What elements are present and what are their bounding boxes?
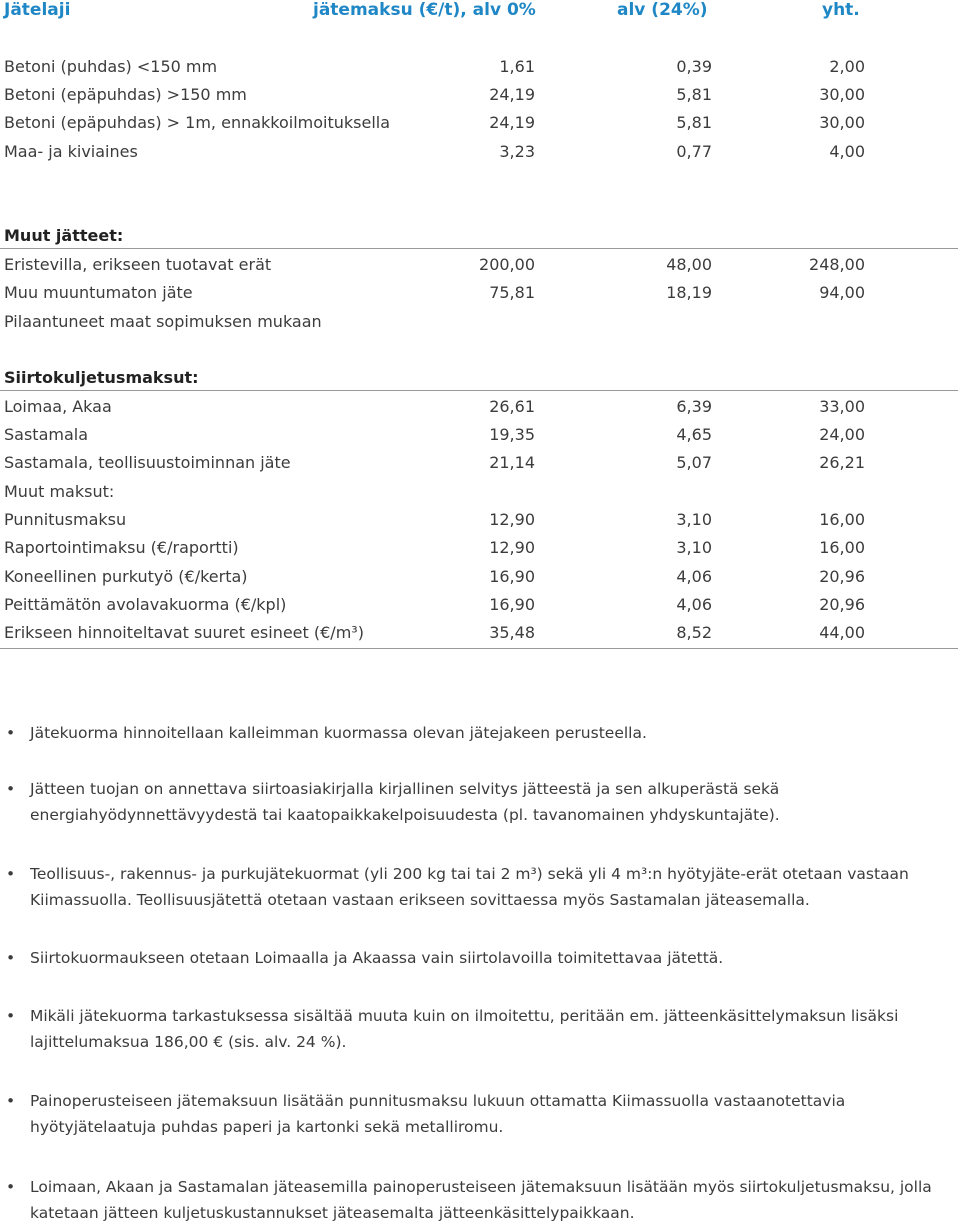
table-header <box>0 0 960 22</box>
table-row <box>0 397 960 419</box>
row-net: 16,90 <box>489 567 535 586</box>
row-vat: 48,00 <box>666 255 712 274</box>
row-name: Betoni (epäpuhdas) > 1m, ennakkoilmoituksella <box>4 113 391 132</box>
table-row <box>0 623 960 645</box>
row-name: Betoni (epäpuhdas) >150 mm <box>4 85 247 104</box>
table-row <box>0 85 960 107</box>
table-row <box>0 595 960 617</box>
row-total: 2,00 <box>829 57 865 76</box>
section-title-transfer-fees: Siirtokuljetusmaksut: <box>4 368 199 387</box>
bullet-icon: • <box>6 1092 16 1110</box>
table-row <box>0 57 960 79</box>
row-name: Koneellinen purkutyö (€/kerta) <box>4 567 248 586</box>
row-net: 75,81 <box>489 283 535 302</box>
row-vat: 5,81 <box>676 85 712 104</box>
row-vat: 3,10 <box>676 510 712 529</box>
table-row <box>0 482 960 504</box>
note-text: Siirtokuormaukseen otetaan Loimaalla ja Akaassa vain siirtolavoilla toimitettavaa jätettä. <box>30 949 724 967</box>
row-net: 21,14 <box>489 453 535 472</box>
note-text: Jätekuorma hinnoitellaan kalleimman kuormassa olevan jätejakeen perusteella. <box>30 724 647 742</box>
row-name: Erikseen hinnoiteltavat suuret esineet (€/m³) <box>4 623 364 642</box>
bullet-icon: • <box>6 780 16 798</box>
table-row <box>0 113 960 135</box>
row-total: 26,21 <box>819 453 865 472</box>
row-vat: 18,19 <box>666 283 712 302</box>
table-row <box>0 283 960 305</box>
note-text: Jätteen tuojan on annettava siirtoasiakirjalla kirjallinen selvitys jätteestä ja sen alkuperästä sekä energiahyödynnettävyydestä tai kaatopaikkakelpoisuudesta (pl. tavanomainen yhdyskuntajäte). <box>30 780 780 824</box>
header-net-fee: jätemaksu (€/t), alv 0% <box>313 0 536 20</box>
row-total: 20,96 <box>819 595 865 614</box>
row-name: Loimaa, Akaa <box>4 397 112 416</box>
row-total: 16,00 <box>819 510 865 529</box>
bullet-icon: • <box>6 865 16 883</box>
row-total: 44,00 <box>819 623 865 642</box>
bullet-icon: • <box>6 949 16 967</box>
row-total: 24,00 <box>819 425 865 444</box>
row-net: 24,19 <box>489 113 535 132</box>
row-name: Muut maksut: <box>4 482 115 501</box>
section-divider <box>0 390 958 391</box>
row-vat: 8,52 <box>676 623 712 642</box>
row-net: 1,61 <box>499 57 535 76</box>
row-net: 26,61 <box>489 397 535 416</box>
row-net: 35,48 <box>489 623 535 642</box>
section-divider <box>0 248 958 249</box>
row-total: 248,00 <box>809 255 865 274</box>
row-name: Sastamala <box>4 425 89 444</box>
bullet-icon: • <box>6 724 16 742</box>
header-vat: alv (24%) <box>617 0 708 20</box>
section-title-other-waste: Muut jätteet: <box>4 226 124 245</box>
row-name: Maa- ja kiviaines <box>4 142 138 161</box>
table-row <box>0 453 960 475</box>
row-total: 4,00 <box>829 142 865 161</box>
row-net: 3,23 <box>499 142 535 161</box>
row-name: Peittämätön avolavakuorma (€/kpl) <box>4 595 287 614</box>
row-net: 24,19 <box>489 85 535 104</box>
row-total: 94,00 <box>819 283 865 302</box>
row-vat: 6,39 <box>676 397 712 416</box>
table-bottom-divider <box>0 648 958 649</box>
note-text: Mikäli jätekuorma tarkastuksessa sisältää muuta kuin on ilmoitettu, peritään em. jätteenkäsittelymaksun lisäksi lajittelumaksua 186,00 € (sis. alv. 24 %). <box>30 1007 899 1051</box>
table-row <box>0 312 960 334</box>
header-total: yht. <box>822 0 860 20</box>
note-text: Teollisuus-, rakennus- ja purkujätekuormat (yli 200 kg tai tai 2 m³) sekä yli 4 m³:n hyötyjäte-erät otetaan vastaan Kiimassuolla. Teollisuusjätettä otetaan vastaan erikseen sovittaessa myös Sastamalan jäteasemalla. <box>30 865 909 909</box>
row-net: 12,90 <box>489 538 535 557</box>
table-row <box>0 510 960 532</box>
row-vat: 5,07 <box>676 453 712 472</box>
header-waste-type: Jätelaji <box>4 0 71 20</box>
row-vat: 4,06 <box>676 567 712 586</box>
row-vat: 0,39 <box>676 57 712 76</box>
table-row <box>0 142 960 164</box>
row-total: 20,96 <box>819 567 865 586</box>
row-total: 30,00 <box>819 85 865 104</box>
row-name: Sastamala, teollisuustoiminnan jäte <box>4 453 291 472</box>
row-name: Raportointimaksu (€/raportti) <box>4 538 239 557</box>
row-name: Betoni (puhdas) <150 mm <box>4 57 218 76</box>
row-net: 16,90 <box>489 595 535 614</box>
row-total: 16,00 <box>819 538 865 557</box>
row-total: 33,00 <box>819 397 865 416</box>
bullet-icon: • <box>6 1007 16 1025</box>
row-net: 200,00 <box>479 255 535 274</box>
row-vat: 5,81 <box>676 113 712 132</box>
table-row <box>0 567 960 589</box>
row-total: 30,00 <box>819 113 865 132</box>
row-net: 12,90 <box>489 510 535 529</box>
row-vat: 4,06 <box>676 595 712 614</box>
row-vat: 0,77 <box>676 142 712 161</box>
row-name: Muu muuntumaton jäte <box>4 283 193 302</box>
row-vat: 4,65 <box>676 425 712 444</box>
table-row <box>0 538 960 560</box>
table-row <box>0 425 960 447</box>
row-name: Punnitusmaksu <box>4 510 127 529</box>
row-vat: 3,10 <box>676 538 712 557</box>
row-net: 19,35 <box>489 425 535 444</box>
bullet-icon: • <box>6 1178 16 1196</box>
row-name: Pilaantuneet maat sopimuksen mukaan <box>4 312 322 331</box>
note-text: Painoperusteiseen jätemaksuun lisätään punnitusmaksu lukuun ottamatta Kiimassuolla vastaanotettavia hyötyjätelaatuja puhdas paperi ja kartonki sekä metalliromu. <box>30 1092 846 1136</box>
note-text: Loimaan, Akaan ja Sastamalan jäteasemilla painoperusteiseen jätemaksuun lisätään myös siirtokuljetusmaksu, jolla katetaan jätteen kuljetuskustannukset jäteasemalta jätteenkäsittelypaikkaan. <box>30 1178 932 1222</box>
table-row <box>0 255 960 277</box>
row-name: Eristevilla, erikseen tuotavat erät <box>4 255 272 274</box>
